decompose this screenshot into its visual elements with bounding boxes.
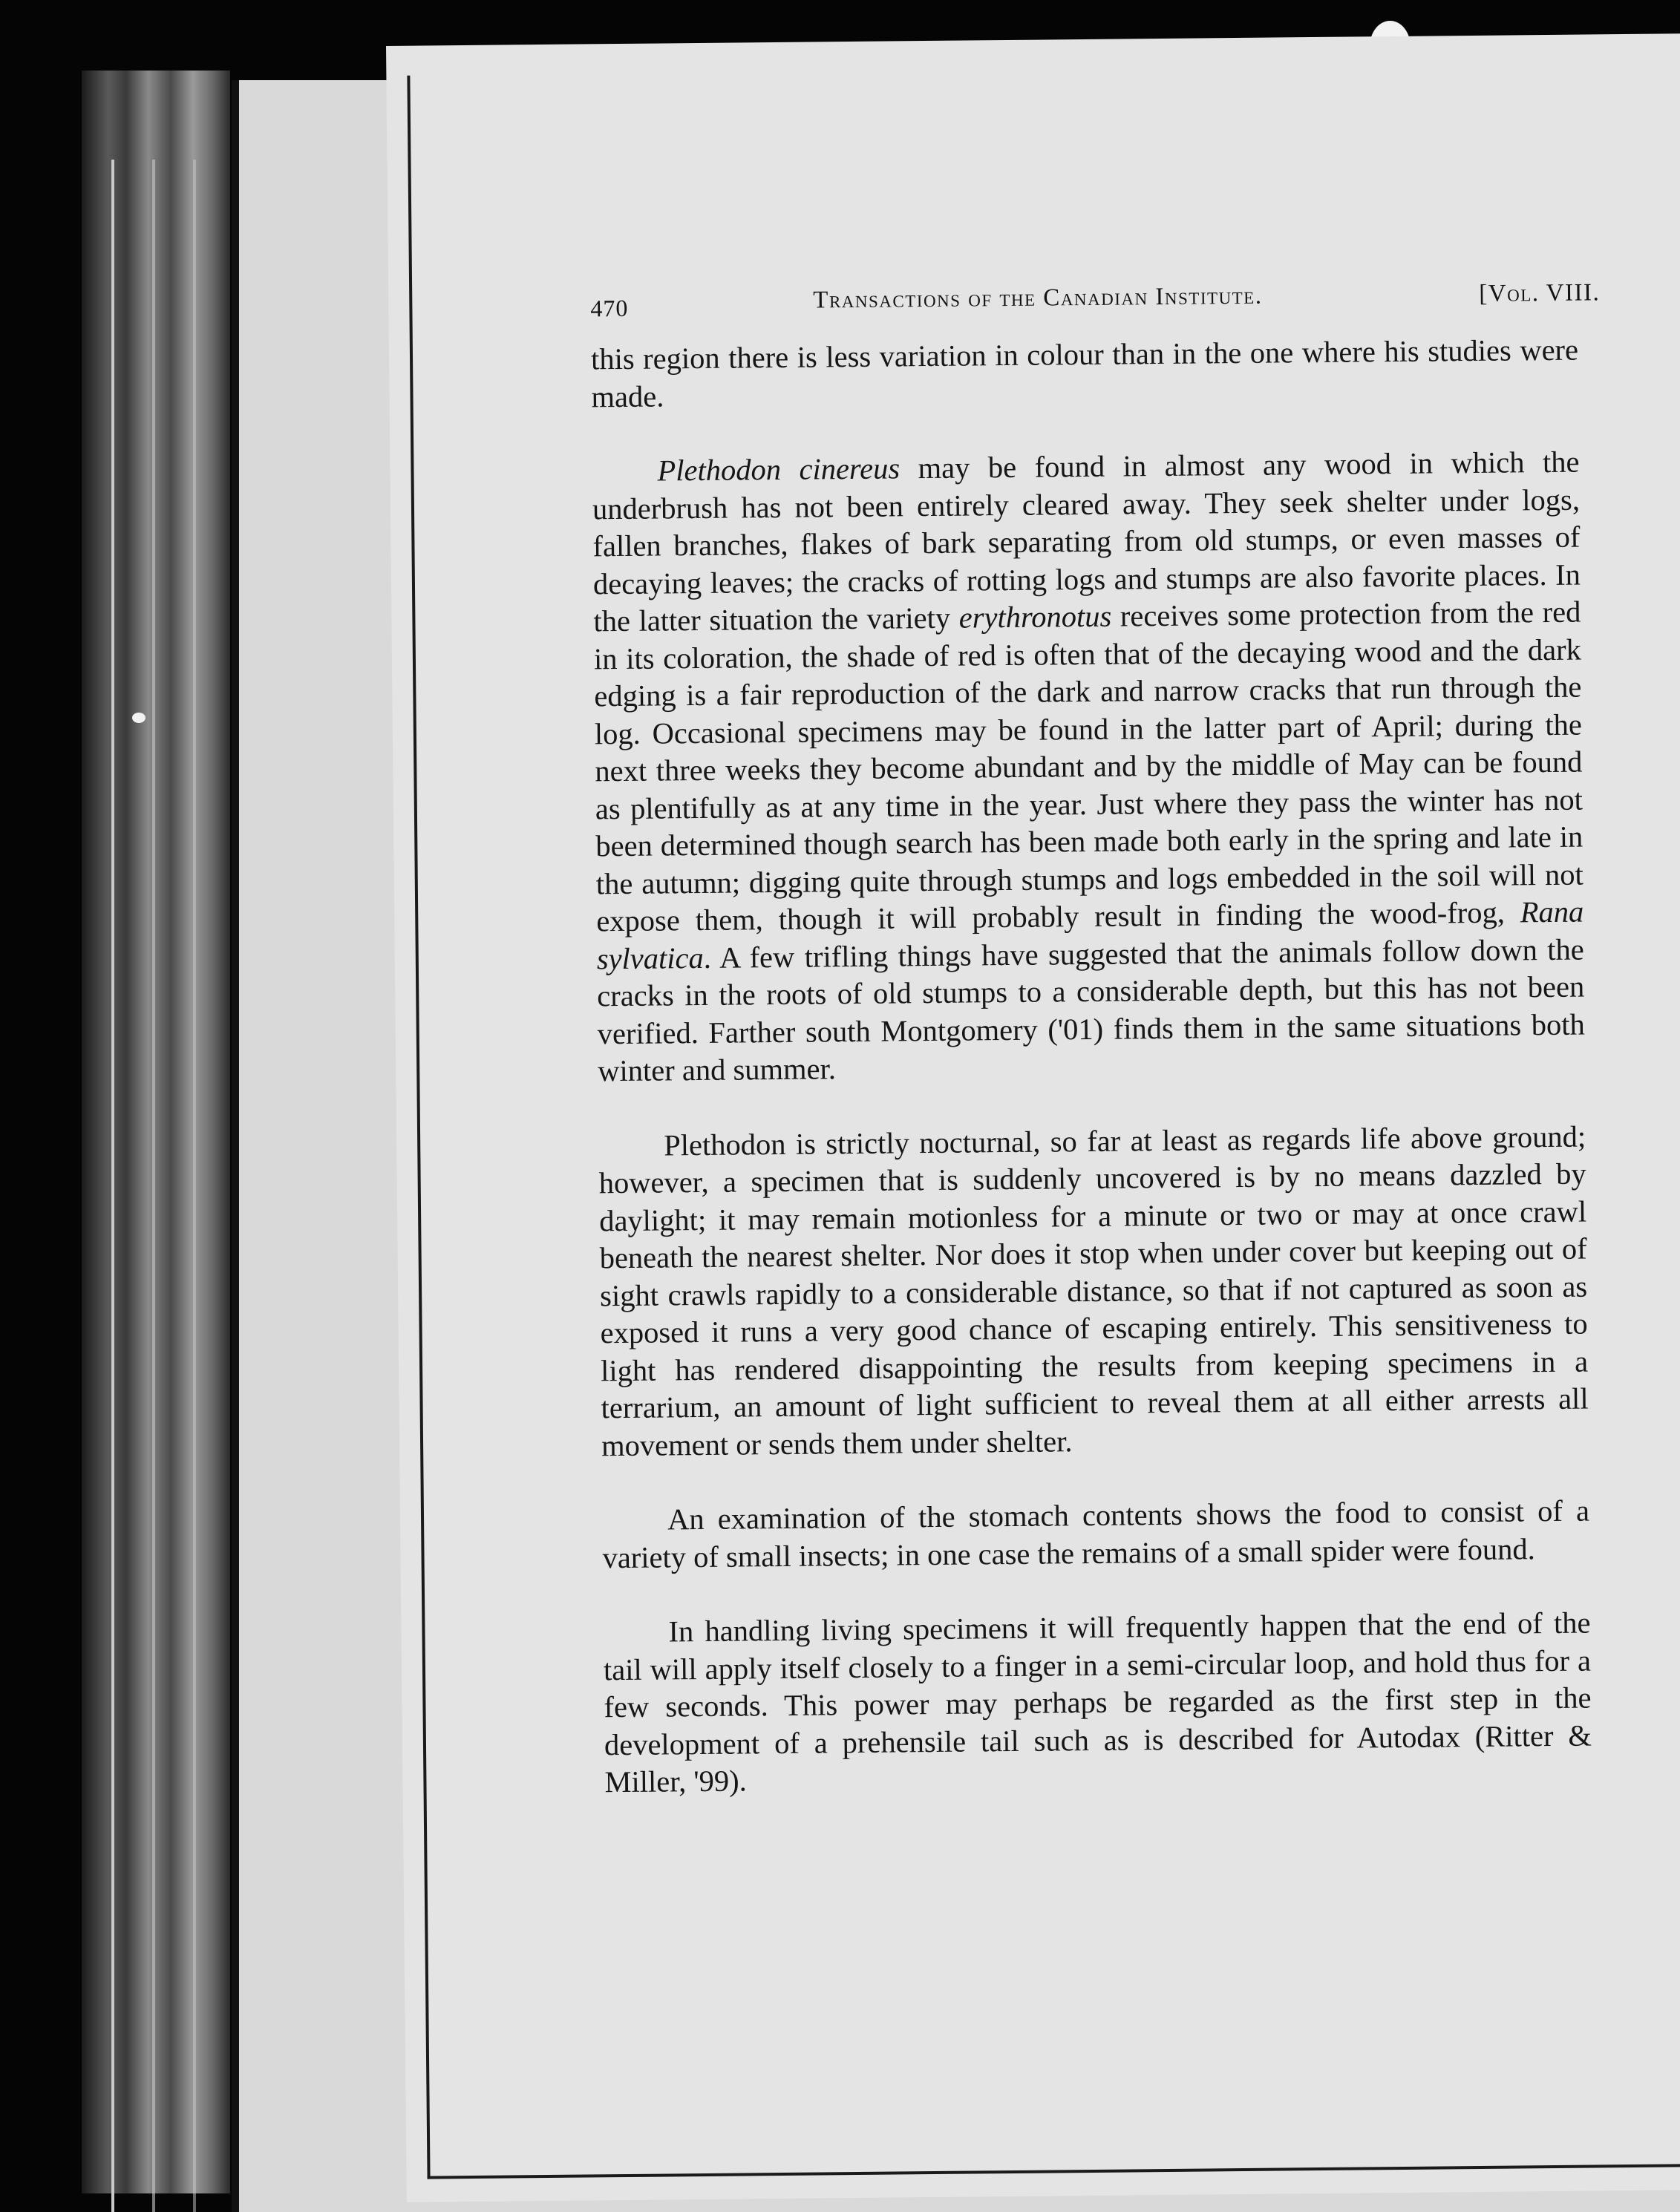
paragraph-text: receives some protection from the red in its coloration, the shade of red is often that of the decaying wood and the dark edging is a fair reproduction of the dark and narrow cracks that run through the log. Occasional specimens may be found in the latter part of April; during the next three weeks they become abundant and by the middle of May can be found as plentifully as at any time in the year. Just where they pass the winter has not been determined though search has been made both early in the spring and late in the autumn; digging quite through stumps and logs embedded in the soil will not expose them, though it will probably result in finding the wood-frog, — [593, 595, 1583, 938]
variety-name: erythronotus — [958, 599, 1112, 635]
paragraph-text: . A few trifling things have suggested that the animals follow down the cracks in the roots of old stumps to a considerable depth, but this has not been verified. Farther south Montgomery ('01) finds them in the same situations both winter and summer. — [597, 932, 1585, 1088]
book-page — [386, 33, 1680, 2202]
paragraph — [598, 1118, 1589, 1465]
scan-artifact — [132, 713, 146, 723]
page-edge-line — [111, 160, 114, 2212]
paragraph — [592, 444, 1585, 1090]
paragraph — [591, 332, 1579, 416]
paragraph — [603, 1605, 1592, 1802]
book-spine — [82, 71, 230, 2193]
page-number: 470 — [590, 294, 629, 322]
page-edge-line — [152, 160, 155, 2212]
paragraph — [602, 1493, 1590, 1577]
species-name: Plethodon cinereus — [657, 451, 901, 488]
page-edge-line — [193, 160, 196, 2212]
paragraph-text: may be found in almost any wood in which the underbrush has not been entirely cleared away. They seek shelter under logs, fallen branches, flakes of bark separating from old stumps, or even masses of decaying leaves; the cracks of rotting logs and stumps are also favorite places. In the latter situation the variety — [592, 445, 1581, 638]
species-name: Rana sylvatica — [596, 894, 1584, 975]
volume-label: [Vol. VIII. — [1479, 279, 1601, 307]
paragraph-text: In handling living specimens it will frequently happen that the end of the tail will apply itself closely to a finger in a semi-circular loop, and hold thus for a few seconds. This power may perhaps be regarded as the first step in the development of a prehensile tail such as is described for Autodax (Ritter & Miller, '99). — [603, 1606, 1592, 1799]
running-title: Transactions of the Canadian Institute. — [813, 282, 1263, 314]
body-text — [591, 332, 1592, 1839]
paragraph-text: An examination of the stomach contents shows the food to consist of a variety of small insects; in one case the remains of a small spider were found. — [602, 1493, 1590, 1574]
paragraph-text: Plethodon is strictly nocturnal, so far at least as regards life above ground; however, a specimen that is suddenly uncovered is by no means dazzled by daylight; it may remain motionless for a minute or two or may at once crawl beneath the nearest shelter. Nor does it stop when under cover but keeping out of sight crawls rapidly to a considerable distance, so that if not captured as soon as exposed it runs a very good chance of escaping entirely. This sensitiveness to light has rendered disappointing the results from keeping specimens in a terrarium, an amount of light sufficient to reveal them at all either arrests all movement or sends them under shelter. — [598, 1119, 1589, 1462]
paragraph-text: this region there is less variation in colour than in the one where his studies were made. — [590, 333, 1579, 413]
